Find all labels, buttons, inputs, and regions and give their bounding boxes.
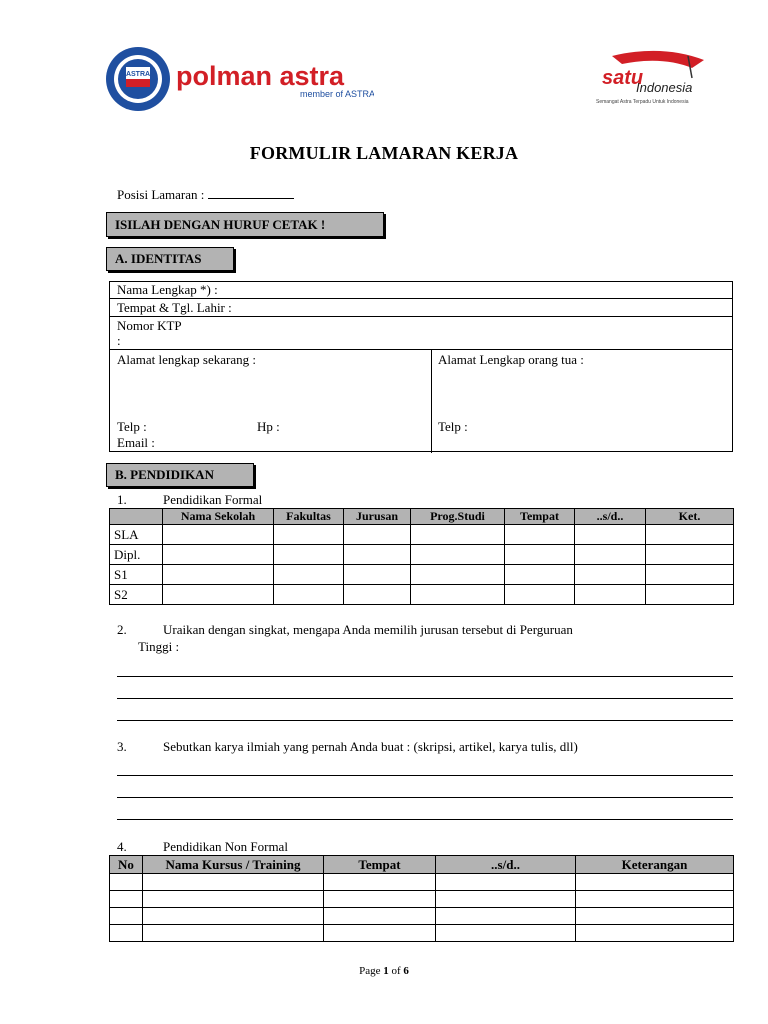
posisi-lamaran-label: Posisi Lamaran : bbox=[117, 187, 205, 202]
table-cell[interactable] bbox=[505, 545, 575, 565]
alamat-sekarang-label: Alamat lengkap sekarang : bbox=[117, 352, 256, 367]
ktp-row[interactable] bbox=[110, 317, 732, 350]
hp-label: Hp : bbox=[257, 419, 280, 434]
q3-number: 3. bbox=[117, 739, 127, 754]
table-cell[interactable] bbox=[344, 525, 411, 545]
table-cell[interactable] bbox=[411, 585, 505, 605]
ttl-label: Tempat & Tgl. Lahir : bbox=[117, 300, 232, 315]
column-header: Tempat bbox=[324, 856, 436, 874]
row-label: SLA bbox=[110, 525, 163, 545]
table-row bbox=[110, 565, 734, 585]
column-header: ..s/d.. bbox=[575, 509, 646, 525]
nama-label: Nama Lengkap *) : bbox=[117, 282, 218, 297]
total-pages: 6 bbox=[403, 965, 409, 977]
column-header: Ket. bbox=[646, 509, 734, 525]
table-cell[interactable] bbox=[324, 891, 436, 908]
table-cell[interactable] bbox=[436, 891, 576, 908]
column-header: No bbox=[110, 856, 143, 874]
table-cell[interactable] bbox=[274, 545, 344, 565]
table-row bbox=[110, 545, 734, 565]
page-label: Page bbox=[359, 965, 381, 977]
telp-label: Telp : bbox=[117, 419, 147, 434]
q2-number: 2. bbox=[117, 622, 127, 637]
satu-indonesia-tagline: Semangat Astra Terpadu Untuk Indonesia bbox=[596, 99, 689, 105]
table-cell[interactable] bbox=[143, 925, 324, 942]
table-cell[interactable] bbox=[411, 525, 505, 545]
section-a-header bbox=[106, 247, 234, 271]
table-cell[interactable] bbox=[163, 525, 274, 545]
polman-astra-logo bbox=[104, 45, 374, 113]
table-cell[interactable] bbox=[274, 565, 344, 585]
page-footer bbox=[0, 965, 768, 977]
table-cell[interactable] bbox=[324, 925, 436, 942]
formal-number: 1. bbox=[117, 492, 127, 507]
table-cell[interactable] bbox=[274, 585, 344, 605]
q2-answer-line[interactable] bbox=[117, 698, 733, 699]
indonesia-wordmark: Indonesia bbox=[636, 80, 693, 95]
table-row bbox=[110, 585, 734, 605]
notice-box bbox=[106, 212, 384, 237]
table-cell[interactable] bbox=[344, 585, 411, 605]
notice-text: ISILAH DENGAN HURUF CETAK ! bbox=[115, 216, 326, 232]
table-cell[interactable] bbox=[505, 525, 575, 545]
table-row bbox=[110, 874, 734, 891]
member-of-astra-text: member of ASTRA bbox=[300, 89, 374, 99]
table-cell[interactable] bbox=[505, 585, 575, 605]
table-cell[interactable] bbox=[143, 874, 324, 891]
table-header-row bbox=[110, 509, 734, 525]
alamat-ortu-cell[interactable] bbox=[432, 350, 733, 452]
table-cell[interactable] bbox=[110, 908, 143, 925]
current-page: 1 bbox=[383, 965, 389, 977]
q3-answer-line[interactable] bbox=[117, 819, 733, 820]
q2-text-continued: Tinggi : bbox=[138, 639, 180, 654]
nonformal-education-table bbox=[109, 855, 734, 942]
q3-text: Sebutkan karya ilmiah yang pernah Anda buat : (skripsi, artikel, karya tulis, dll) bbox=[163, 739, 578, 754]
q2-answer-line[interactable] bbox=[117, 676, 733, 677]
table-cell[interactable] bbox=[575, 565, 646, 585]
table-cell[interactable] bbox=[110, 925, 143, 942]
table-row bbox=[110, 525, 734, 545]
table-cell[interactable] bbox=[324, 874, 436, 891]
ktp-label: Nomor KTP bbox=[117, 318, 182, 333]
table-cell[interactable] bbox=[110, 874, 143, 891]
table-row bbox=[110, 891, 734, 908]
alamat-ortu-label: Alamat Lengkap orang tua : bbox=[438, 352, 584, 367]
table-cell[interactable] bbox=[576, 891, 734, 908]
table-cell[interactable] bbox=[646, 585, 734, 605]
table-cell[interactable] bbox=[274, 525, 344, 545]
row-label: S1 bbox=[110, 565, 163, 585]
table-cell[interactable] bbox=[110, 891, 143, 908]
table-cell[interactable] bbox=[411, 565, 505, 585]
table-row bbox=[110, 908, 734, 925]
table-cell[interactable] bbox=[576, 925, 734, 942]
email-label: Email : bbox=[117, 435, 155, 450]
column-header: Jurusan bbox=[344, 509, 411, 525]
section-a-title: A. IDENTITAS bbox=[115, 251, 202, 266]
table-cell[interactable] bbox=[163, 545, 274, 565]
satu-indonesia-logo bbox=[592, 48, 722, 112]
table-cell[interactable] bbox=[576, 874, 734, 891]
table-cell[interactable] bbox=[324, 908, 436, 925]
satu-wordmark: satu bbox=[602, 67, 644, 89]
column-header: Tempat bbox=[505, 509, 575, 525]
table-cell[interactable] bbox=[143, 908, 324, 925]
q3-answer-line[interactable] bbox=[117, 797, 733, 798]
nonformal-label: Pendidikan Non Formal bbox=[163, 839, 288, 854]
table-cell[interactable] bbox=[436, 874, 576, 891]
ttl-row[interactable] bbox=[110, 299, 732, 317]
table-cell[interactable] bbox=[436, 908, 576, 925]
column-header: ..s/d.. bbox=[436, 856, 576, 874]
table-cell[interactable] bbox=[344, 545, 411, 565]
corner-header bbox=[110, 509, 163, 525]
table-cell[interactable] bbox=[143, 891, 324, 908]
table-cell[interactable] bbox=[575, 545, 646, 565]
table-cell[interactable] bbox=[646, 565, 734, 585]
table-cell[interactable] bbox=[646, 545, 734, 565]
section-b-header bbox=[106, 463, 254, 487]
table-cell[interactable] bbox=[163, 565, 274, 585]
astra-badge-text: ASTRA bbox=[125, 71, 151, 78]
of-label: of bbox=[391, 965, 401, 977]
polman-astra-wordmark: polman astra bbox=[176, 61, 345, 91]
formal-education-table bbox=[109, 508, 734, 605]
telp-ortu-label: Telp : bbox=[438, 419, 468, 434]
table-cell[interactable] bbox=[163, 585, 274, 605]
table-cell[interactable] bbox=[505, 565, 575, 585]
table-header-row bbox=[110, 856, 734, 874]
table-cell[interactable] bbox=[411, 545, 505, 565]
column-header: Nama Kursus / Training bbox=[143, 856, 324, 874]
row-label: S2 bbox=[110, 585, 163, 605]
page-title: FORMULIR LAMARAN KERJA bbox=[249, 143, 519, 163]
q2-answer-line[interactable] bbox=[117, 720, 733, 721]
row-label: Dipl. bbox=[110, 545, 163, 565]
formal-label: Pendidikan Formal bbox=[163, 492, 263, 507]
posisi-lamaran-blank[interactable] bbox=[208, 188, 294, 199]
table-cell[interactable] bbox=[576, 908, 734, 925]
q3-answer-line[interactable] bbox=[117, 775, 733, 776]
column-header: Prog.Studi bbox=[411, 509, 505, 525]
alamat-sekarang-cell[interactable] bbox=[110, 350, 431, 452]
table-cell[interactable] bbox=[575, 525, 646, 545]
column-header: Keterangan bbox=[576, 856, 734, 874]
nonformal-number: 4. bbox=[117, 839, 127, 854]
posisi-lamaran-field[interactable] bbox=[117, 187, 294, 203]
table-row bbox=[110, 925, 734, 942]
ktp-colon: : bbox=[117, 333, 121, 348]
table-cell[interactable] bbox=[344, 565, 411, 585]
identitas-table bbox=[109, 281, 733, 452]
table-cell[interactable] bbox=[436, 925, 576, 942]
column-header: Fakultas bbox=[274, 509, 344, 525]
nama-row[interactable] bbox=[110, 282, 732, 299]
table-cell[interactable] bbox=[575, 585, 646, 605]
q2-text: Uraikan dengan singkat, mengapa Anda memilih jurusan tersebut di Perguruan bbox=[163, 622, 573, 637]
table-cell[interactable] bbox=[646, 525, 734, 545]
section-b-title: B. PENDIDIKAN bbox=[115, 467, 214, 482]
column-header: Nama Sekolah bbox=[163, 509, 274, 525]
